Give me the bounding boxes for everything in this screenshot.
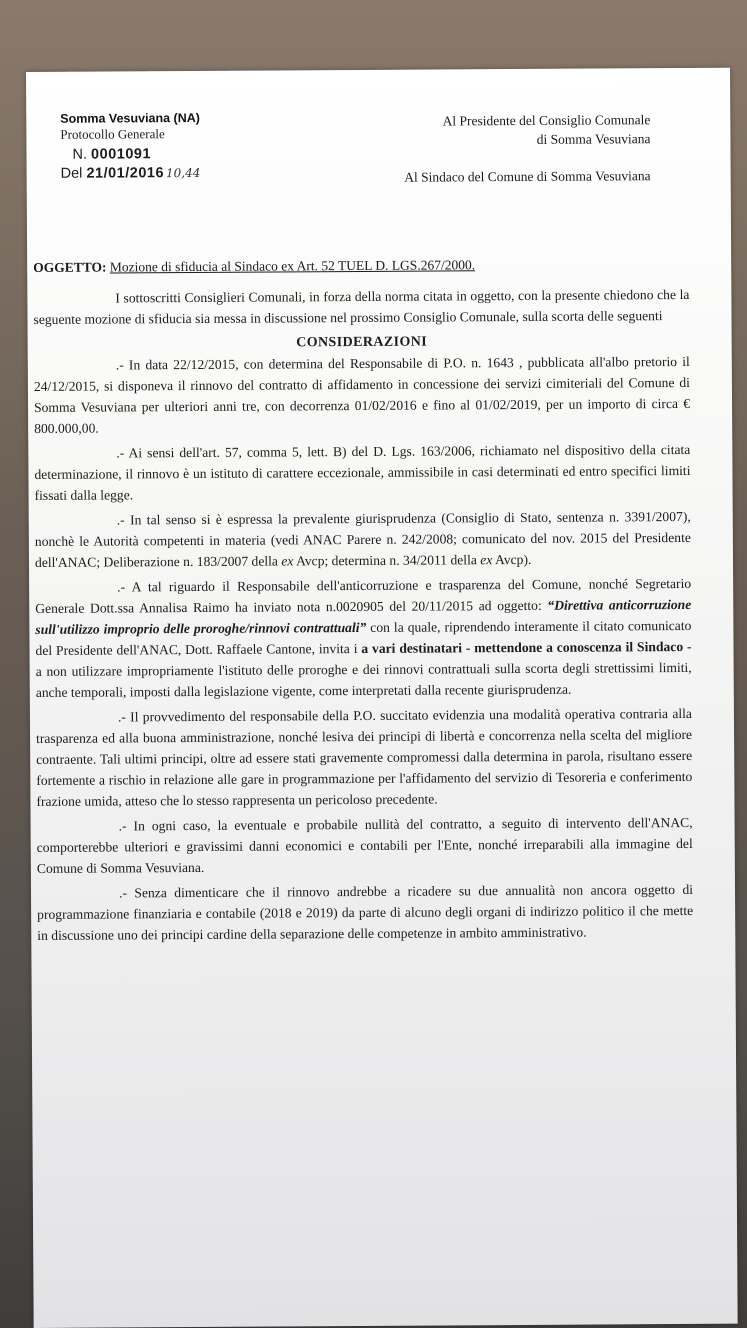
subject-text: Mozione di sfiducia al Sindaco ex Art. 52 TUEL D. LGS.267/2000.: [109, 257, 476, 275]
p3-text-b: Avcp; determina n. 34/2011 della: [293, 552, 481, 569]
subject-label: OGGETTO:: [33, 259, 107, 275]
section-heading: CONSIDERAZIONI: [296, 334, 428, 351]
recipient-council-president: [443, 110, 651, 149]
paragraph-1: .- In data 22/12/2015, con determina del Responsabile di P.O. n. 1643 , pubblicata all'albo pretorio il 24/12/2015, si disponeva il rinnovo del contratto di affidamento in concessione dei servizi cimiteriali del Comune di Somma Vesuviana per ulteriori anni tre, con decorrenza 01/02/2016 e fino al 01/02/2019, per un importo di circa € 800.000,00.: [33, 353, 691, 436]
p4-directive-title: “Direttiva anticorruzione sull'utilizzo improprio delle proroghe/rinnovi contrattuali”: [35, 596, 692, 637]
stamp-number-line: [60, 146, 260, 163]
recipient-line-1: Al Presidente del Consiglio Comunale: [442, 112, 651, 129]
p3-ex-1: ex: [281, 553, 294, 569]
p4-text-a: .- A tal riguardo il Responsabile dell'anticorruzione e trasparenza del Comune, nonché Segretario Generale Dott.ssa Annalisa Raimo ha inviato nota n.0020905 del 20/11/2015 ad oggetto:: [35, 575, 692, 616]
stamp-org: Somma Vesuviana (NA): [60, 110, 200, 126]
p4-text-b: con la quale, riprendendo interamente il citato comunicato del Presidente dell'ANAC, Dott. Raffaele Cantone, invita i: [35, 617, 692, 658]
paragraph-4: [35, 573, 692, 703]
stamp-date: 21/01/2016: [86, 165, 165, 182]
recipient-line-3: Al Sindaco del Comune di Somma Vesuviana: [404, 168, 651, 185]
paragraph-3: [35, 506, 691, 573]
stamp-date-prefix: Del: [60, 165, 83, 182]
p3-ex-2: ex: [480, 552, 493, 568]
intro-paragraph: I sottoscritti Consiglieri Comunali, in forza della norma citata in oggetto, con la presente chiedono che la seguente mozione di sfiducia sia messa in discussione nel prossimo Consiglio Comunale, sulla scorta delle seguenti: [33, 286, 690, 327]
paragraph-7: .- Senza dimenticare che il rinnovo andrebbe a ricadere su due annualità non ancora oggetto di programmazione finanziaria e contabile (2018 e 2019) da parte di alcuno degli organi di indirizzo politico il che mette in discussione uno dei principi cardine della separazione delle competenze in ambito amministrativo.: [37, 881, 694, 943]
recipient-line-2: di Somma Vesuviana: [536, 131, 651, 147]
paragraph-2: .- Ai sensi dell'art. 57, comma 5, lett. B) del D. Lgs. 163/2006, richiamato nel dispositivo della citata determinazione, il rinnovo è un istituto di carattere eccezionale, ammissibile in casi determinati ed entro specifici limiti fissati dalla legge.: [34, 441, 691, 503]
paragraph-6: .- In ogni caso, la eventuale e probabile nullità del contratto, a seguito di intervento dell'ANAC, comporterebbe ulteriori e gravissimi danni economici e contabili per l'Ente, nonché irreparabili alla immagine del Comune di Somma Vesuviana.: [36, 814, 693, 876]
stamp-number: 0001091: [90, 146, 152, 163]
document-body: [33, 284, 693, 950]
recipient-mayor: [404, 166, 651, 187]
p4-text-c: a non utilizzare impropriamente l'istituto delle proroghe e dei rinnovi contrattuali sulla scorta degli strettissimi limiti, anche temporali, imposti dalla legislazione vigente, come interpretati dalla recente giurisprudenza.: [35, 659, 692, 700]
subject-line: [33, 257, 475, 276]
paragraph-5: .- Il provvedimento del responsabile della P.O. succitato evidenzia una modalità operativa contraria alla trasparenza ed alla buona amministrazione, nonché lesiva dei principi di libertà e concorrenza nella scelta del migliore contraente. Tali ultimi principi, oltre ad essere stati gravemente compromessi dalla determina in parola, risultano essere fortemente a rischio in relazione alle gare in programmazione per l'affidamento del servizio di Tesoreria e conferimento frazione umida, atteso che lo stesso rappresenta un pericoloso precedente.: [36, 705, 693, 809]
p3-text-a: .- In tal senso si è espressa la prevalente giurisprudenza (Consiglio di Stato, sentenza n. 3391/2007), nonchè le Autorità competenti in materia (vedi ANAC Parere n. 242/2008; comunicato del nov. 2015 del Presidente dell'ANAC; Deliberazione n. 183/2007 della: [34, 508, 691, 570]
stamp-date-line: [61, 165, 261, 182]
p4-bold-text: a vari destinatari - mettendone a conoscenza il Sindaco -: [361, 638, 692, 656]
p3-text-c: Avcp).: [492, 551, 532, 568]
document-page: [26, 68, 738, 1328]
stamp-number-prefix: N.: [72, 146, 88, 163]
protocol-stamp: [60, 111, 260, 182]
handwritten-time: 10,44: [165, 165, 201, 181]
stamp-registry: Protocollo Generale: [60, 126, 165, 142]
